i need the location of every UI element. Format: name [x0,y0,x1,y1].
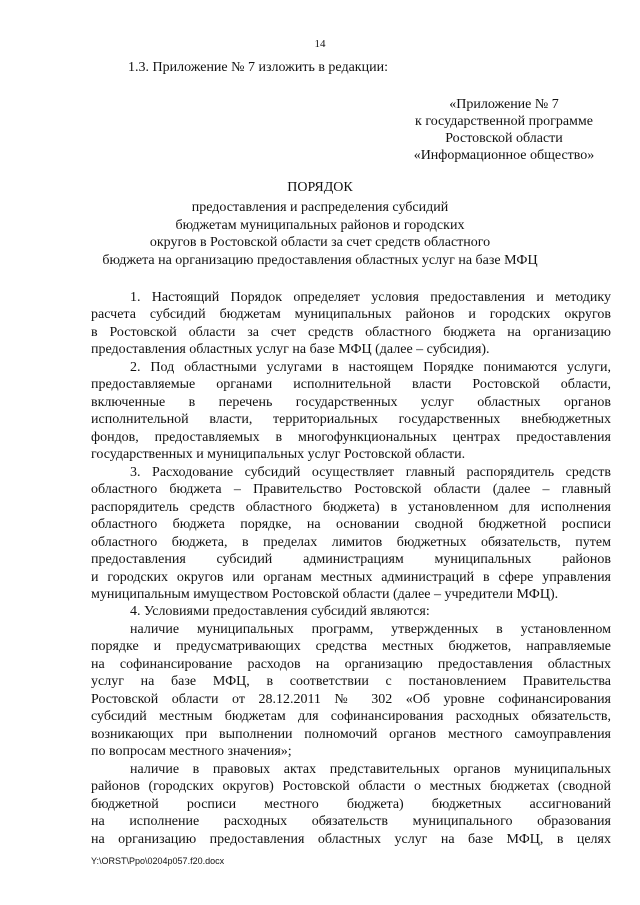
body-line: 2. Под областными услугами в настоящем Порядке понимаются услуги, [130,359,611,375]
body-line: субсидий местным бюджетам для софинансирования расходных обязательств, [91,709,611,725]
body-line: на софинансирование расходов на организацию предоставления областных [91,656,611,672]
body-line: бюджетной росписи местного бюджета) бюджетных ассигнований [91,796,611,812]
appendix-line: к государственной программе [415,114,593,129]
page-number: 14 [314,38,326,50]
body-line: на организацию предоставления областных услуг на базе МФЦ, в целях [91,831,611,847]
file-path-footer: Y:\ORST\Ppo\0204p057.f20.docx [91,856,225,866]
body-line: 3. Расходование субсидий осуществляет главный распорядитель средств [130,464,611,480]
body-line: в Ростовской области за счет средств областного бюджета на организацию [91,324,611,340]
amendment-intro: 1.3. Приложение № 7 изложить в редакции: [128,60,388,75]
body-line: на исполнение расходных обязательств муниципального образования [91,814,611,830]
body-line: предоставления областных услуг на базе МФЦ (далее – субсидия). [91,342,490,358]
body-line: муниципальным имуществом Ростовской области (далее – учредители МФЦ). [91,586,559,602]
body-line: включенные в перечень государственных услуг областных органов [91,394,611,410]
body-line: исполнительной власти, территориальных государственных внебюджетных [91,412,611,428]
body-line: государственных и муниципальных услуг Ростовской области. [91,447,466,463]
body-line: 1. Настоящий Порядок определяет условия предоставления и методику [130,290,611,305]
body-line: областного бюджета, в пределах лимитов бюджетных обязательств, путем [91,534,611,550]
subtitle-line: бюджетам муниципальных районов и городских [175,217,465,233]
body-line: областного бюджета – Правительство Ростовской области (далее – главный [91,482,611,498]
document-body [91,289,611,848]
body-line: Ростовской области от 28.12.2011 № 302 «Об уровне софинансирования [91,691,611,707]
document-title: ПОРЯДОК [287,180,353,195]
body-line: 4. Условиями предоставления субсидий являются: [130,604,430,620]
document-subtitle [60,199,580,269]
body-line: порядке и предусматривающих средства местных бюджетов, направляемые [91,639,611,655]
appendix-line: «Информационное общество» [413,148,595,163]
body-line: фондов, предоставляемых в многофункциональных центрах предоставления [91,429,611,445]
body-line: предоставления субсидий администрациям муниципальных районов [91,552,611,568]
body-line: услуг на базе МФЦ, в соответствии с постановлением Правительства [91,674,611,690]
body-line: областного бюджета порядке, на основании сводной бюджетной росписи [91,517,611,533]
body-line: по вопросам местного значения»; [91,744,292,760]
subtitle-line: предоставления и распределения субсидий [191,200,449,215]
body-line: районов (городских округов) Ростовской области о местных бюджетах (сводной [91,779,611,795]
subtitle-line: округов в Ростовской области за счет средств областного [149,235,491,251]
appendix-line: «Приложение № 7 [449,97,559,112]
appendix-header [394,96,614,164]
body-line: возникающих при выполнении полномочий органов местного самоуправления [91,726,611,742]
appendix-line: Ростовской области [445,131,563,146]
body-line: и городских округов или органам местных администраций в сфере управления [91,569,611,585]
body-line: распорядитель средств областного бюджета) в установленном для исполнения [91,499,611,515]
body-line: наличие в правовых актах представительных органов муниципальных [130,761,611,777]
subtitle-line: бюджета на организацию предоставления областных услуг на базе МФЦ [102,252,538,268]
body-line: наличие муниципальных программ, утвержденных в установленном [130,621,611,637]
body-line: предоставляемые органами исполнительной власти Ростовской области, [91,377,611,393]
body-line: расчета субсидий бюджетам муниципальных районов и городских округов [91,307,611,323]
